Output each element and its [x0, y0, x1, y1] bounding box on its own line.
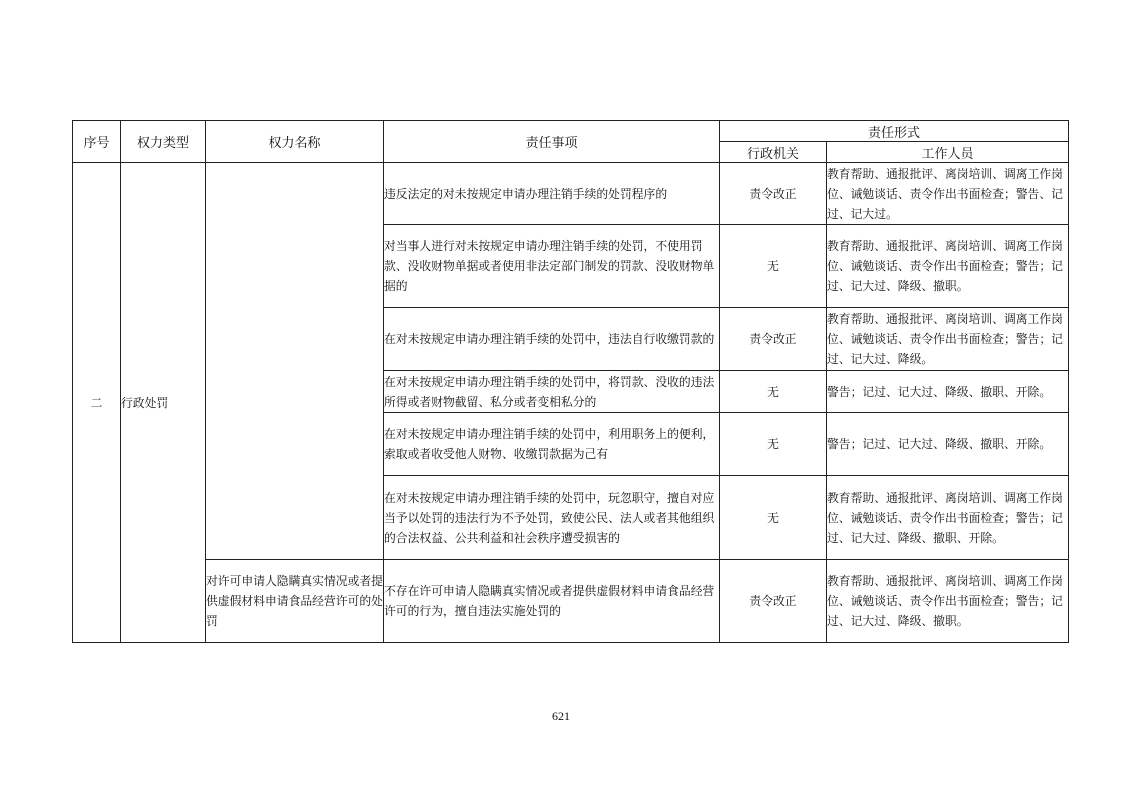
group-power-type: 行政处罚	[121, 163, 206, 643]
matter-cell: 在对未按规定申请办理注销手续的处罚中，将罚款、没收的违法所得或者财物截留、私分或者变相私分的	[384, 371, 720, 413]
group-seq: 二	[73, 163, 121, 643]
agency-cell: 责令改正	[720, 308, 827, 371]
matter-cell: 对当事人进行对未按规定申请办理注销手续的处罚，不使用罚款、没收财物单据或者使用非法定部门制发的罚款、没收财物单据的	[384, 225, 720, 308]
staff-cell: 教育帮助、通报批评、离岗培训、调离工作岗位、诫勉谈话、责令作出书面检查；警告、记过、记大过。	[827, 163, 1069, 225]
agency-cell: 无	[720, 413, 827, 476]
matter-cell: 在对未按规定申请办理注销手续的处罚中，违法自行收缴罚款的	[384, 308, 720, 371]
header-power-name: 权力名称	[206, 121, 384, 163]
matter-cell: 违反法定的对未按规定申请办理注销手续的处罚程序的	[384, 163, 720, 225]
table-row	[73, 163, 1069, 225]
staff-cell: 教育帮助、通报批评、离岗培训、调离工作岗位、诫勉谈话、责令作出书面检查；警告；记过、记大过、降级、撤职。	[827, 225, 1069, 308]
staff-cell: 教育帮助、通报批评、离岗培训、调离工作岗位、诫勉谈话、责令作出书面检查；警告；记过、记大过、降级、撤职、开除。	[827, 476, 1069, 560]
header-seq: 序号	[73, 121, 121, 163]
agency-cell: 无	[720, 371, 827, 413]
agency-cell: 无	[720, 225, 827, 308]
agency-cell: 责令改正	[720, 163, 827, 225]
agency-cell: 无	[720, 476, 827, 560]
staff-cell: 警告；记过、记大过、降级、撤职、开除。	[827, 413, 1069, 476]
header-matter: 责任事项	[384, 121, 720, 163]
matter-cell: 在对未按规定申请办理注销手续的处罚中，玩忽职守，擅自对应当予以处罚的违法行为不予处罚，致使公民、法人或者其他组织的合法权益、公共利益和社会秩序遭受损害的	[384, 476, 720, 560]
header-power-type: 权力类型	[121, 121, 206, 163]
header-form: 责任形式	[720, 121, 1069, 142]
staff-cell: 教育帮助、通报批评、离岗培训、调离工作岗位、诫勉谈话、责令作出书面检查；警告；记过、记大过、降级、撤职。	[827, 560, 1069, 643]
matter-cell: 不存在许可申请人隐瞒真实情况或者提供虚假材料申请食品经营许可的行为，擅自违法实施处罚的	[384, 560, 720, 643]
responsibility-table	[72, 120, 1069, 643]
agency-cell: 责令改正	[720, 560, 827, 643]
matter-cell: 在对未按规定申请办理注销手续的处罚中，利用职务上的便利，索取或者收受他人财物、收缴罚款据为己有	[384, 413, 720, 476]
header-agency: 行政机关	[720, 142, 827, 163]
page-number: 621	[552, 709, 570, 723]
header-staff: 工作人员	[827, 142, 1069, 163]
staff-cell: 警告；记过、记大过、降级、撤职、开除。	[827, 371, 1069, 413]
staff-cell: 教育帮助、通报批评、离岗培训、调离工作岗位、诫勉谈话、责令作出书面检查；警告；记过、记大过、降级。	[827, 308, 1069, 371]
power-name-cell: 对许可申请人隐瞒真实情况或者提供虚假材料申请食品经营许可的处罚	[206, 560, 384, 643]
table-row	[73, 560, 1069, 643]
group-power-name-blank	[206, 163, 384, 560]
